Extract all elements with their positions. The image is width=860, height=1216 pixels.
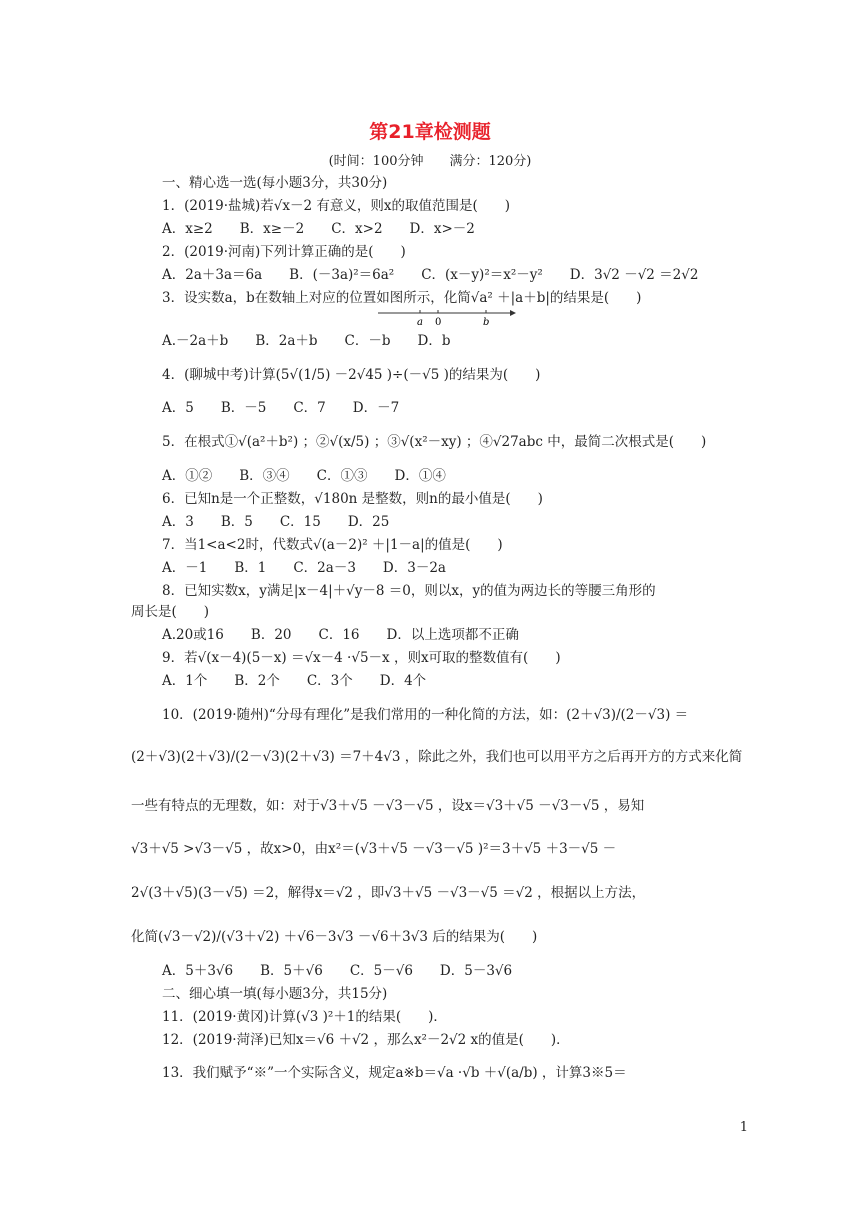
options-8: A.20或16 B．20 C．16 D．以上选项都不正确 [162, 627, 519, 643]
question-8-cont: 周长是( ) [131, 604, 210, 620]
question-10-line4: √3＋√5 >√3－√5 ，故x>0，由x²＝(√3＋√5 －√3－√5 )²＝3＋√5 ＋3－√5 － [131, 841, 617, 857]
options-6: A．3 B．5 C．15 D．25 [162, 514, 390, 530]
question-10-line2: (2＋√3)(2＋√3)/(2－√3)(2＋√3) ＝7＋4√3 ，除此之外，我们也可以用平方之后再开方的方式来化简 [131, 749, 743, 765]
question-1: 1．(2019·盐城)若√x－2 有意义，则x的取值范围是( ) [162, 198, 511, 214]
page-title: 第21章检测题 [369, 121, 491, 143]
options-1: A．x≥2 B．x≥－2 C．x>2 D．x>－2 [162, 221, 475, 237]
options-9: A．1个 B．2个 C．3个 D．4个 [162, 673, 427, 689]
question-10-line5: 2√(3＋√5)(3－√5) ＝2，解得x＝√2 ，即√3＋√5 －√3－√5 ＝√2 ，根据以上方法， [131, 885, 646, 901]
options-2: A．2a＋3a＝6a B．(－3a)²＝6a² C．(x－y)²＝x²－y² D．3√2 －√2 ＝2√2 [162, 267, 699, 283]
question-10: 10．(2019·随州)“分母有理化”是我们常用的一种化简的方法，如：(2＋√3)/(2－√3) ＝ [162, 707, 689, 723]
question-8: 8．已知实数x，y满足|x－4|＋√y－8 ＝0，则以x，y的值为两边长的等腰三角形的 [162, 583, 656, 599]
number-line-zero: 0 [435, 317, 442, 326]
question-5: 5．在根式①√(a²＋b²) ；②√(x/5) ；③√(x²－xy) ；④√27abc 中，最简二次根式是( ) [162, 434, 707, 450]
number-line-a: a [417, 317, 423, 326]
exam-info: (时间：100分钟 满分：120分) [328, 154, 532, 169]
section-heading: 一、精心选一选(每小题3分，共30分) [162, 175, 388, 191]
question-3: 3．设实数a，b在数轴上对应的位置如图所示，化简√a² ＋|a＋b|的结果是( ) [162, 290, 642, 306]
options-3: A.－2a＋b B．2a＋b C．－b D．b [162, 333, 451, 349]
options-5: A．①② B．③④ C．①③ D．①④ [162, 468, 446, 484]
number-line-b: b [483, 317, 490, 326]
options-7: A．－1 B．1 C．2a－3 D．3－2a [162, 560, 446, 576]
question-13: 13．我们赋予“※”一个实际含义，规定a※b＝√a ·√b ＋√(a/b) ，计算3※5＝ [162, 1065, 627, 1081]
question-10-line6: 化简(√3－√2)/(√3＋√2) ＋√6－3√3 －√6＋3√3 后的结果为( ) [131, 929, 538, 945]
number-line-figure [378, 306, 518, 326]
section-heading-2: 二、细心填一填(每小题3分，共15分) [162, 986, 388, 1002]
question-9: 9．若√(x－4)(5－x) ＝√x－4 ·√5－x ，则x可取的整数值有( ) [162, 650, 561, 666]
question-10-line3: 一些有特点的无理数，如：对于√3＋√5 －√3－√5 ，设x＝√3＋√5 －√3－√5 ，易知 [131, 798, 645, 814]
question-2: 2．(2019·河南)下列计算正确的是( ) [162, 244, 406, 260]
options-4: A．5 B．－5 C．7 D．－7 [162, 400, 400, 416]
question-11: 11．(2019·黄冈)计算(√3 )²＋1的结果( )． [162, 1009, 447, 1025]
question-6: 6．已知n是一个正整数，√180n 是整数，则n的最小值是( ) [162, 491, 543, 507]
options-10: A．5＋3√6 B．5＋√6 C．5－√6 D．5－3√6 [162, 963, 513, 979]
question-4: 4．(聊城中考)计算(5√(1/5) －2√45 )÷(－√5 )的结果为( ) [162, 367, 541, 383]
question-7: 7．当1<a<2时，代数式√(a－2)² ＋|1－a|的值是( ) [162, 537, 503, 553]
page-number: 1 [739, 1120, 748, 1135]
question-12: 12．(2019·菏泽)已知x＝√6 ＋√2 ，那么x²－2√2 x的值是( )． [162, 1032, 570, 1048]
